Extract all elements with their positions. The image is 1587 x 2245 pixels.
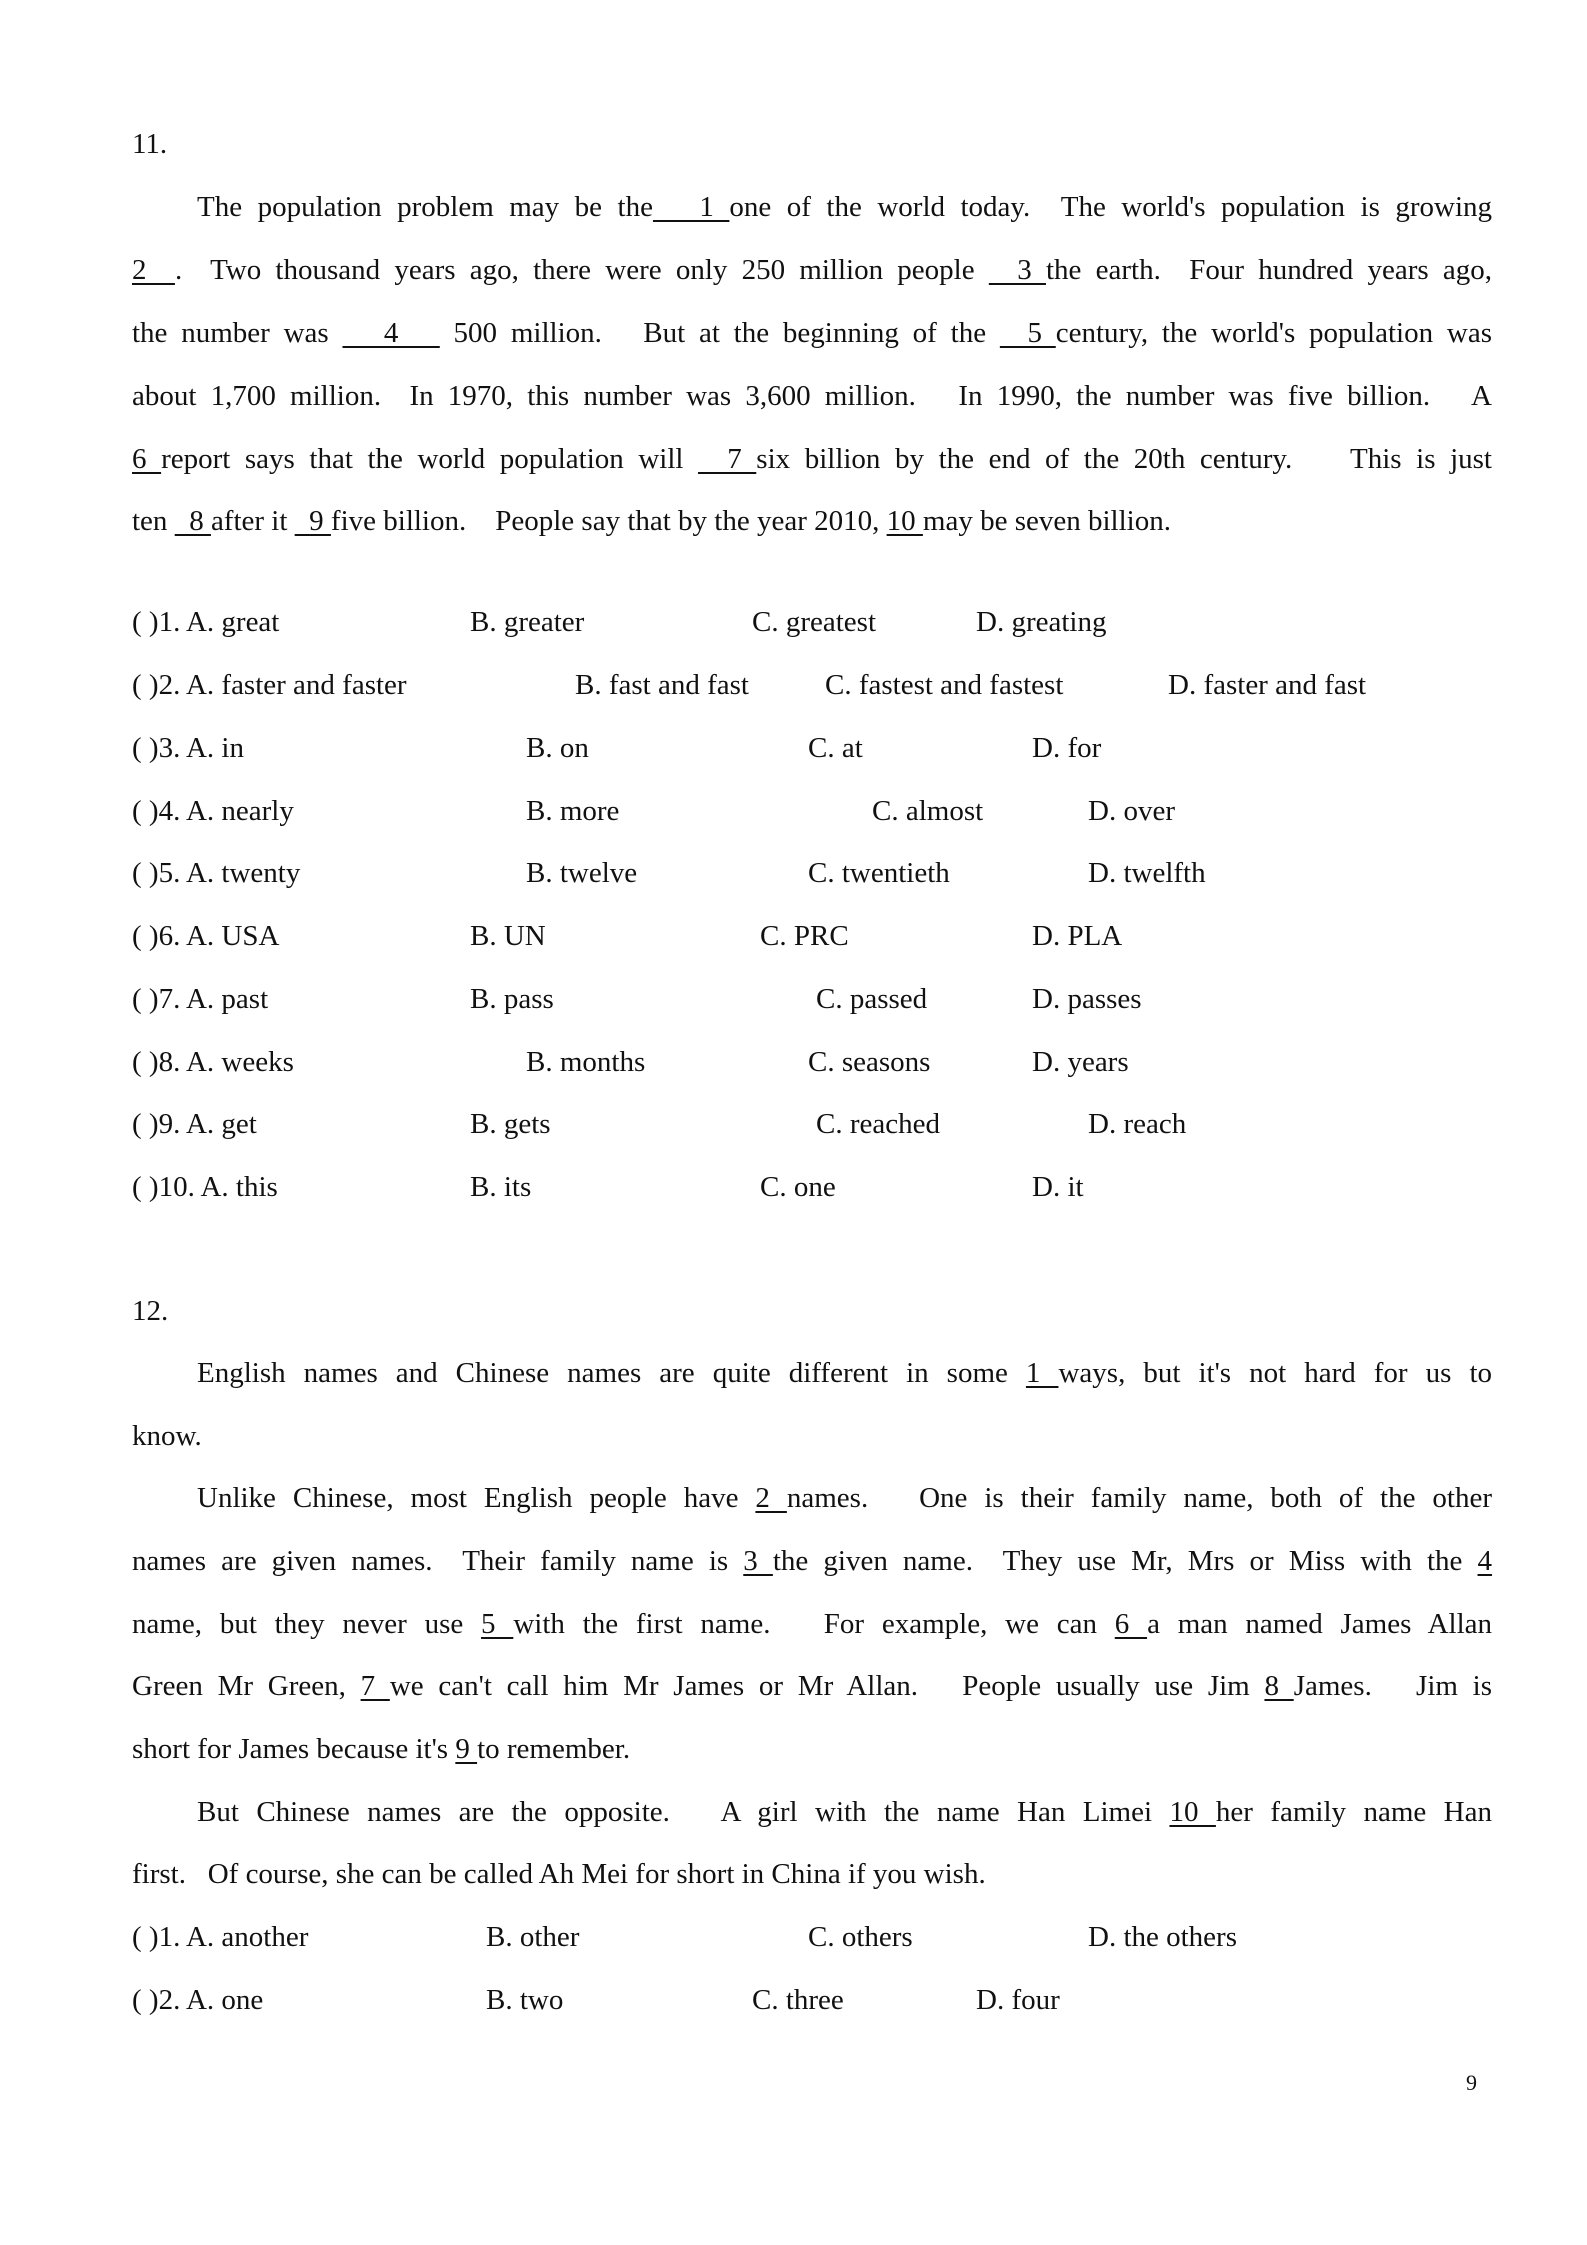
passage-line	[197, 191, 1492, 224]
answer-blank: 3	[743, 1545, 773, 1577]
option-c: C. almost	[872, 795, 984, 827]
passage-line	[132, 1608, 1492, 1641]
passage-text: one of the world today. The world's population is growing	[729, 191, 1492, 223]
passage-text: short for James because it's	[132, 1733, 456, 1765]
passage-line	[132, 317, 1492, 350]
option-b: B. two	[486, 1984, 564, 2016]
answer-blank: 5	[999, 317, 1056, 349]
answer-blank: 6	[1114, 1608, 1148, 1640]
option-d: D. years	[1032, 1046, 1129, 1078]
option-a: ( )4. A. nearly	[132, 795, 294, 827]
answer-blank: 1	[1025, 1357, 1059, 1389]
passage-text: five billion. People say that by the year 2010,	[330, 505, 887, 537]
passage-text: know.	[132, 1420, 202, 1452]
passage-text: six billion by the end of the 20th century. This is just	[756, 443, 1492, 475]
passage-line	[132, 380, 1492, 413]
passage-text: the given name. They use Mr, Mrs or Miss with the	[772, 1545, 1478, 1577]
passage-line	[197, 1796, 1492, 1829]
option-c: C. passed	[816, 983, 928, 1015]
option-a: ( )3. A. in	[132, 732, 244, 764]
option-d: D. reach	[1088, 1108, 1187, 1140]
answer-blank: 7	[360, 1670, 390, 1702]
option-d: D. faster and fast	[1168, 669, 1367, 701]
answer-blank: 9	[455, 1733, 478, 1765]
option-d: D. it	[1032, 1171, 1084, 1203]
answer-blank: 8	[1264, 1670, 1294, 1702]
passage-text: 500 million. But at the beginning of the	[439, 317, 1000, 349]
passage-text: first. Of course, she can be called Ah Mei for short in China if you wish.	[132, 1858, 986, 1890]
option-d: D. for	[1032, 732, 1102, 764]
option-b: B. gets	[470, 1108, 551, 1140]
answer-blank: 2	[755, 1482, 787, 1514]
passage-text: to remember.	[477, 1733, 631, 1765]
option-d: D. greating	[976, 606, 1107, 638]
passage-text: we can't call him Mr James or Mr Allan. People usually use Jim	[389, 1670, 1265, 1702]
option-a: ( )1. A. great	[132, 606, 280, 638]
answer-blank: 6	[132, 443, 162, 475]
passage-text: report says that the world population will	[161, 443, 699, 475]
option-c: C. seasons	[808, 1046, 931, 1078]
passage-line	[132, 254, 1492, 287]
passage-text: Green Mr Green,	[132, 1670, 361, 1702]
option-a: ( )10. A. this	[132, 1171, 278, 1203]
option-b: B. fast and fast	[575, 669, 749, 701]
option-b: B. greater	[470, 606, 585, 638]
passage-text: name, but they never use	[132, 1608, 482, 1640]
option-b: B. more	[526, 795, 620, 827]
option-b: B. on	[526, 732, 589, 764]
passage-text: the earth. Four hundred years ago,	[1045, 254, 1493, 286]
question-number: 11.	[132, 128, 168, 160]
passage-line	[132, 505, 1492, 538]
passage-text: ways, but it's not hard for us to	[1058, 1357, 1492, 1389]
option-a: ( )6. A. USA	[132, 920, 280, 952]
question-number: 12.	[132, 1295, 169, 1327]
answer-blank: 10	[1169, 1796, 1216, 1828]
passage-text: ten	[132, 505, 175, 537]
answer-blank: 2	[132, 254, 175, 286]
option-b: B. twelve	[526, 857, 638, 889]
option-c: C. greatest	[752, 606, 877, 638]
option-b: B. its	[470, 1171, 532, 1203]
passage-line	[197, 1357, 1492, 1390]
option-a: ( )8. A. weeks	[132, 1046, 294, 1078]
option-c: C. others	[808, 1921, 913, 1953]
option-d: D. PLA	[1032, 920, 1123, 952]
passage-text: . Two thousand years ago, there were only 250 million people	[174, 254, 989, 286]
passage-line	[132, 1545, 1492, 1578]
passage-text: Unlike Chinese, most English people have	[197, 1482, 756, 1514]
answer-blank: 4	[1477, 1545, 1493, 1577]
option-b: B. other	[486, 1921, 580, 1953]
passage-line	[132, 443, 1492, 476]
option-d: D. the others	[1088, 1921, 1237, 1953]
option-c: C. at	[808, 732, 863, 764]
option-c: C. reached	[816, 1108, 940, 1140]
passage-line	[197, 1482, 1492, 1515]
answer-blank: 9	[294, 505, 331, 537]
option-c: C. three	[752, 1984, 844, 2016]
answer-blank: 1	[652, 191, 730, 223]
answer-blank: 4	[342, 317, 440, 349]
option-a: ( )7. A. past	[132, 983, 269, 1015]
option-d: D. twelfth	[1088, 857, 1206, 889]
passage-text: the number was	[132, 317, 343, 349]
passage-text: with the first name. For example, we can	[513, 1608, 1115, 1640]
option-b: B. UN	[470, 920, 546, 952]
passage-line	[132, 1670, 1492, 1703]
passage-text: But Chinese names are the opposite. A girl with the name Han Limei	[197, 1796, 1170, 1828]
passage-text: English names and Chinese names are quite different in some	[197, 1357, 1026, 1389]
option-c: C. PRC	[760, 920, 849, 952]
answer-blank: 5	[481, 1608, 514, 1640]
option-a: ( )2. A. one	[132, 1984, 264, 2016]
option-a: ( )1. A. another	[132, 1921, 309, 1953]
passage-text: The population problem may be the	[197, 191, 653, 223]
answer-blank: 10	[886, 505, 923, 537]
option-d: D. four	[976, 1984, 1060, 2016]
passage-text: names. One is their family name, both of the other	[786, 1482, 1493, 1514]
option-b: B. months	[526, 1046, 646, 1078]
answer-blank: 7	[698, 443, 757, 475]
passage-text: may be seven billion.	[922, 505, 1171, 537]
passage-text: century, the world's population was	[1055, 317, 1492, 349]
passage-line	[132, 1733, 1492, 1766]
passage-line	[132, 1858, 1492, 1891]
passage-text: her family name Han	[1215, 1796, 1492, 1828]
passage-line	[132, 1420, 1492, 1453]
option-a: ( )2. A. faster and faster	[132, 669, 407, 701]
passage-text: a man named James Allan	[1147, 1608, 1493, 1640]
answer-blank: 8	[174, 505, 211, 537]
passage-text: James. Jim is	[1293, 1670, 1493, 1702]
option-a: ( )5. A. twenty	[132, 857, 301, 889]
passage-text: after it	[210, 505, 295, 537]
option-c: C. twentieth	[808, 857, 950, 889]
passage-text: about 1,700 million. In 1970, this number was 3,600 million. In 1990, the number was five billion. A	[132, 380, 1492, 412]
passage-text: names are given names. Their family name is	[132, 1545, 744, 1577]
option-c: C. fastest and fastest	[825, 669, 1064, 701]
option-c: C. one	[760, 1171, 836, 1203]
page-number: 9	[1466, 2070, 1477, 2095]
option-a: ( )9. A. get	[132, 1108, 257, 1140]
option-b: B. pass	[470, 983, 554, 1015]
answer-blank: 3	[988, 254, 1046, 286]
option-d: D. over	[1088, 795, 1175, 827]
option-d: D. passes	[1032, 983, 1142, 1015]
